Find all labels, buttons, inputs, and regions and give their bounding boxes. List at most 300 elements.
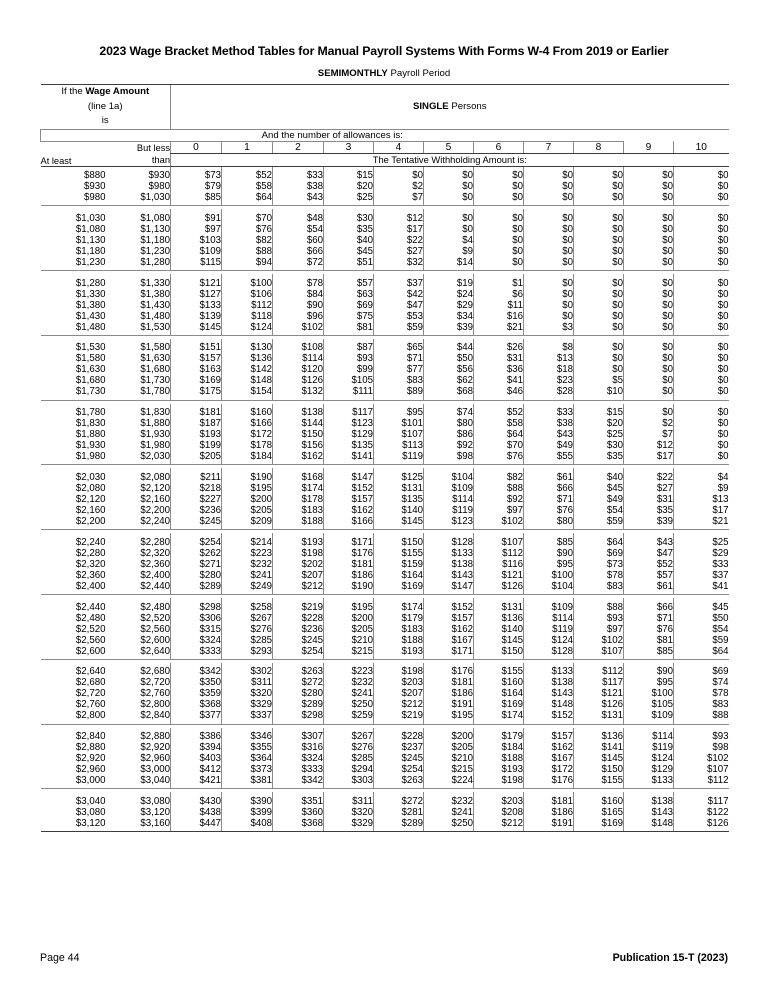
cell-but-less-than: $2,400: [140, 569, 170, 581]
cell-withholding-0: $109: [171, 246, 222, 257]
cell-withholding-6: $140: [474, 624, 524, 635]
cell-withholding-2: $43: [273, 192, 324, 206]
cell-but-less-than: $1,280: [106, 257, 171, 271]
cell-at-least: $2,880: [75, 742, 106, 754]
cell-withholding-2: $60: [273, 235, 324, 246]
cell-at-least: $1,780: [75, 407, 106, 419]
cell-but-less-than: $930: [148, 170, 170, 182]
cell-withholding-4: $203: [374, 677, 424, 688]
cell-withholding-9: $0: [624, 181, 674, 192]
cell-withholding-10: $0: [674, 300, 729, 311]
cell-withholding-10: $0: [674, 322, 729, 336]
cell-withholding-0: $121: [171, 274, 222, 289]
cell-but-less-than: $2,720: [140, 677, 170, 689]
cell-withholding-5: $167: [424, 635, 474, 646]
cell-withholding-2: $207: [273, 570, 324, 581]
cell-withholding-8: $0: [574, 166, 624, 181]
cell-withholding-9: $0: [624, 224, 674, 235]
cell-withholding-6: $174: [474, 710, 524, 724]
cell-withholding-10: $69: [674, 663, 729, 678]
cell-withholding-4: $71: [374, 353, 424, 364]
cell-but-less-than: $1,680: [140, 364, 170, 376]
cell-withholding-7: $71: [524, 494, 574, 505]
cell-withholding-5: $109: [424, 483, 474, 494]
cell-withholding-9: $39: [624, 516, 674, 530]
cell-withholding-2: $351: [273, 792, 324, 807]
cell-withholding-2: $360: [273, 807, 324, 818]
cell-withholding-2: $212: [273, 581, 324, 595]
cell-at-least: $930: [83, 181, 106, 193]
cell-withholding-9: $95: [624, 677, 674, 688]
cell-at-least: $1,230: [41, 257, 106, 271]
table-row: [41, 494, 729, 505]
cell-withholding-7: $119: [524, 624, 574, 635]
cell-withholding-3: $123: [324, 418, 374, 429]
cell-withholding-5: $123: [424, 516, 474, 530]
cell-withholding-0: $181: [171, 404, 222, 419]
cell-withholding-3: $276: [324, 742, 374, 753]
cell-withholding-0: $430: [171, 792, 222, 807]
cell-withholding-4: $289: [374, 818, 424, 832]
cell-withholding-0: $79: [171, 181, 222, 192]
cell-withholding-1: $329: [222, 699, 273, 710]
cell-withholding-5: $24: [424, 289, 474, 300]
cell-withholding-8: $165: [574, 807, 624, 818]
cell-withholding-2: $289: [273, 699, 324, 710]
cell-withholding-4: $159: [374, 559, 424, 570]
cell-withholding-0: $169: [171, 375, 222, 386]
cell-withholding-1: $52: [222, 166, 273, 181]
cell-withholding-7: $61: [524, 468, 574, 483]
cell-withholding-3: $135: [324, 440, 374, 451]
payroll-period-suffix: Payroll Period: [387, 68, 451, 79]
cell-withholding-9: $0: [624, 246, 674, 257]
cell-withholding-3: $320: [324, 807, 374, 818]
cell-withholding-4: $27: [374, 246, 424, 257]
cell-withholding-7: $172: [524, 764, 574, 775]
cell-withholding-9: $0: [624, 192, 674, 206]
cell-withholding-3: $250: [324, 699, 374, 710]
cell-withholding-7: $109: [524, 598, 574, 613]
cell-withholding-0: $115: [171, 257, 222, 271]
cell-at-least: $1,880: [75, 429, 106, 441]
cell-withholding-4: $125: [374, 468, 424, 483]
cell-withholding-7: $0: [524, 289, 574, 300]
table-row: [41, 663, 729, 678]
cell-withholding-6: $150: [474, 646, 524, 660]
cell-but-less-than: $2,880: [140, 731, 170, 743]
cell-withholding-1: $106: [222, 289, 273, 300]
cell-withholding-1: $148: [222, 375, 273, 386]
allowance-col-9: 9: [624, 141, 674, 154]
cell-withholding-7: $0: [524, 235, 574, 246]
cell-withholding-8: $45: [574, 483, 624, 494]
cell-withholding-9: $43: [624, 533, 674, 548]
cell-withholding-6: $76: [474, 451, 524, 465]
table-row: [41, 792, 729, 807]
cell-withholding-9: $61: [624, 581, 674, 595]
cell-withholding-6: $107: [474, 533, 524, 548]
cell-withholding-7: $114: [524, 613, 574, 624]
cell-withholding-10: $107: [674, 764, 729, 775]
cell-withholding-6: $164: [474, 688, 524, 699]
cell-withholding-2: $316: [273, 742, 324, 753]
cell-withholding-6: $21: [474, 322, 524, 336]
cell-withholding-4: $89: [374, 386, 424, 400]
cell-withholding-0: $91: [171, 209, 222, 224]
cell-withholding-9: $105: [624, 699, 674, 710]
cell-but-less-than: $1,430: [140, 299, 170, 311]
cell-withholding-0: $193: [171, 429, 222, 440]
cell-withholding-6: $58: [474, 418, 524, 429]
cell-withholding-6: $0: [474, 257, 524, 271]
cell-withholding-7: $55: [524, 451, 574, 465]
cell-withholding-9: $138: [624, 792, 674, 807]
cell-at-least: $2,120: [75, 494, 106, 505]
cell-withholding-2: $307: [273, 728, 324, 743]
cell-but-less-than: $2,030: [106, 451, 171, 465]
allowance-col-0: 0: [171, 141, 222, 154]
cell-withholding-6: $131: [474, 598, 524, 613]
but-less-than-header: [106, 141, 171, 154]
cell-withholding-3: $117: [324, 404, 374, 419]
cell-but-less-than: $1,380: [140, 288, 170, 300]
cell-withholding-10: $0: [674, 311, 729, 322]
cell-at-least: $2,200: [41, 516, 106, 530]
cell-withholding-1: $408: [222, 818, 273, 832]
cell-withholding-9: $31: [624, 494, 674, 505]
cell-withholding-8: $160: [574, 792, 624, 807]
cell-withholding-0: $412: [171, 764, 222, 775]
cell-withholding-9: $0: [624, 375, 674, 386]
cell-withholding-3: $129: [324, 429, 374, 440]
cell-withholding-2: $168: [273, 468, 324, 483]
cell-withholding-3: $157: [324, 494, 374, 505]
cell-withholding-1: $124: [222, 322, 273, 336]
table-row: [41, 646, 729, 660]
cell-withholding-8: $54: [574, 505, 624, 516]
cell-withholding-8: $49: [574, 494, 624, 505]
cell-withholding-7: $80: [524, 516, 574, 530]
cell-withholding-5: $9: [424, 246, 474, 257]
cell-withholding-6: $160: [474, 677, 524, 688]
cell-withholding-3: $186: [324, 570, 374, 581]
persons-label: Persons: [448, 101, 487, 113]
table-row: [41, 516, 729, 530]
cell-withholding-7: $8: [524, 339, 574, 354]
cell-withholding-8: $93: [574, 613, 624, 624]
cell-withholding-2: $254: [273, 646, 324, 660]
cell-withholding-1: $58: [222, 181, 273, 192]
cell-withholding-3: $63: [324, 289, 374, 300]
cell-at-least: $1,080: [75, 223, 106, 235]
cell-withholding-1: $130: [222, 339, 273, 354]
cell-withholding-3: $190: [324, 581, 374, 595]
cell-but-less-than: $3,000: [140, 764, 170, 776]
cell-withholding-7: $148: [524, 699, 574, 710]
cell-withholding-3: $241: [324, 688, 374, 699]
cell-withholding-0: $163: [171, 364, 222, 375]
cell-withholding-8: $150: [574, 764, 624, 775]
cell-withholding-3: $152: [324, 483, 374, 494]
cell-withholding-7: $43: [524, 429, 574, 440]
cell-withholding-0: $333: [171, 646, 222, 660]
cell-withholding-1: $276: [222, 624, 273, 635]
cell-withholding-6: $0: [474, 209, 524, 224]
cell-withholding-1: $232: [222, 559, 273, 570]
cell-but-less-than: $2,600: [140, 634, 170, 646]
cell-withholding-6: $169: [474, 699, 524, 710]
cell-withholding-1: $82: [222, 235, 273, 246]
cell-but-less-than: $2,360: [140, 558, 170, 570]
table-row: [41, 418, 729, 429]
cell-withholding-8: $107: [574, 646, 624, 660]
cell-withholding-7: $0: [524, 257, 574, 271]
cell-withholding-10: $0: [674, 451, 729, 465]
cell-withholding-3: $267: [324, 728, 374, 743]
cell-withholding-6: $145: [474, 635, 524, 646]
cell-withholding-3: $166: [324, 516, 374, 530]
cell-withholding-5: $74: [424, 404, 474, 419]
cell-at-least: $3,120: [41, 818, 106, 832]
cell-but-less-than: $1,630: [140, 353, 170, 365]
cell-withholding-5: $147: [424, 581, 474, 595]
cell-at-least: $1,330: [75, 288, 106, 300]
cell-withholding-9: $76: [624, 624, 674, 635]
cell-withholding-5: $80: [424, 418, 474, 429]
wage-amount-line3: is: [101, 115, 109, 126]
cell-withholding-0: $157: [171, 353, 222, 364]
cell-withholding-3: $215: [324, 646, 374, 660]
wage-amount-prefix: If the: [61, 86, 86, 97]
table-row: [41, 339, 729, 354]
table-row: [41, 624, 729, 635]
cell-withholding-8: $35: [574, 451, 624, 465]
cell-withholding-5: $44: [424, 339, 474, 354]
cell-withholding-9: $22: [624, 468, 674, 483]
cell-but-less-than: $2,480: [140, 601, 170, 613]
cell-withholding-9: $85: [624, 646, 674, 660]
cell-withholding-5: $29: [424, 300, 474, 311]
cell-withholding-6: $102: [474, 516, 524, 530]
cell-withholding-3: $30: [324, 209, 374, 224]
cell-withholding-7: $162: [524, 742, 574, 753]
cell-withholding-4: $101: [374, 418, 424, 429]
cell-withholding-6: $193: [474, 764, 524, 775]
cell-at-least: $2,440: [75, 601, 106, 613]
cell-withholding-5: $181: [424, 677, 474, 688]
cell-withholding-6: $0: [474, 181, 524, 192]
cell-withholding-5: $0: [424, 181, 474, 192]
cell-withholding-4: $207: [374, 688, 424, 699]
allowance-col-6: 6: [474, 141, 524, 154]
cell-but-less-than: $1,230: [140, 245, 170, 257]
cell-withholding-10: $4: [674, 468, 729, 483]
cell-withholding-8: $0: [574, 300, 624, 311]
cell-withholding-1: $166: [222, 418, 273, 429]
cell-withholding-2: $54: [273, 224, 324, 235]
cell-withholding-1: $94: [222, 257, 273, 271]
cell-withholding-8: $0: [574, 322, 624, 336]
cell-withholding-0: $447: [171, 818, 222, 832]
cell-withholding-10: $102: [674, 753, 729, 764]
cell-withholding-10: $0: [674, 440, 729, 451]
cell-withholding-10: $25: [674, 533, 729, 548]
cell-but-less-than: $3,080: [140, 795, 170, 807]
cell-withholding-0: $133: [171, 300, 222, 311]
cell-withholding-9: $143: [624, 807, 674, 818]
cell-withholding-0: $97: [171, 224, 222, 235]
cell-at-least: $3,080: [75, 806, 106, 818]
tentative-amount-header: The Tentative Withholding Amount is:: [171, 154, 729, 167]
cell-but-less-than: $2,760: [140, 688, 170, 700]
cell-withholding-8: $155: [574, 775, 624, 789]
table-row: [41, 775, 729, 789]
cell-withholding-6: $0: [474, 166, 524, 181]
cell-withholding-4: $174: [374, 598, 424, 613]
cell-withholding-7: $66: [524, 483, 574, 494]
cell-withholding-9: $0: [624, 404, 674, 419]
cell-withholding-3: $111: [324, 386, 374, 400]
cell-withholding-1: $399: [222, 807, 273, 818]
cell-withholding-9: $0: [624, 322, 674, 336]
header-row-titles: [41, 85, 729, 130]
table-row: [41, 533, 729, 548]
cell-withholding-8: $0: [574, 339, 624, 354]
cell-withholding-4: $150: [374, 533, 424, 548]
cell-withholding-5: $250: [424, 818, 474, 832]
cell-withholding-10: $0: [674, 375, 729, 386]
cell-withholding-2: $102: [273, 322, 324, 336]
cell-withholding-1: $381: [222, 775, 273, 789]
cell-withholding-8: $69: [574, 548, 624, 559]
cell-withholding-9: $0: [624, 386, 674, 400]
cell-withholding-8: $0: [574, 181, 624, 192]
table-row: [41, 635, 729, 646]
cell-at-least: $880: [83, 170, 106, 182]
cell-but-less-than: $2,200: [140, 505, 170, 516]
cell-withholding-5: $138: [424, 559, 474, 570]
cell-but-less-than: $1,330: [140, 277, 170, 289]
cell-withholding-8: $0: [574, 289, 624, 300]
cell-withholding-7: $23: [524, 375, 574, 386]
cell-withholding-6: $155: [474, 663, 524, 678]
cell-withholding-2: $236: [273, 624, 324, 635]
cell-withholding-1: $311: [222, 677, 273, 688]
cell-withholding-8: $0: [574, 224, 624, 235]
cell-withholding-10: $0: [674, 339, 729, 354]
cell-withholding-5: $232: [424, 792, 474, 807]
cell-withholding-6: $208: [474, 807, 524, 818]
cell-withholding-5: $104: [424, 468, 474, 483]
cell-withholding-4: $77: [374, 364, 424, 375]
cell-withholding-5: $62: [424, 375, 474, 386]
cell-withholding-0: $151: [171, 339, 222, 354]
cell-withholding-10: $78: [674, 688, 729, 699]
cell-withholding-2: $90: [273, 300, 324, 311]
cell-withholding-0: $359: [171, 688, 222, 699]
cell-but-less-than: $2,280: [140, 536, 170, 548]
cell-withholding-4: $42: [374, 289, 424, 300]
cell-at-least: $2,240: [75, 536, 106, 548]
cell-withholding-6: $31: [474, 353, 524, 364]
cell-withholding-7: $181: [524, 792, 574, 807]
cell-withholding-4: $145: [374, 516, 424, 530]
cell-withholding-9: $47: [624, 548, 674, 559]
cell-withholding-0: $421: [171, 775, 222, 789]
table-row: [41, 581, 729, 595]
cell-at-least: $2,400: [41, 581, 106, 595]
cell-withholding-1: $118: [222, 311, 273, 322]
cell-withholding-0: $342: [171, 663, 222, 678]
cell-withholding-2: $48: [273, 209, 324, 224]
cell-withholding-8: $64: [574, 533, 624, 548]
cell-withholding-10: $0: [674, 192, 729, 206]
cell-withholding-1: $195: [222, 483, 273, 494]
cell-withholding-0: $350: [171, 677, 222, 688]
cell-withholding-8: $10: [574, 386, 624, 400]
cell-withholding-8: $0: [574, 353, 624, 364]
cell-withholding-3: $75: [324, 311, 374, 322]
cell-withholding-2: $33: [273, 166, 324, 181]
cell-withholding-5: $162: [424, 624, 474, 635]
cell-withholding-4: $245: [374, 753, 424, 764]
table-row: [41, 386, 729, 400]
cell-at-least: $3,000: [41, 775, 106, 789]
cell-but-less-than: $2,680: [140, 666, 170, 678]
cell-withholding-3: $176: [324, 548, 374, 559]
cell-withholding-8: $78: [574, 570, 624, 581]
cell-but-less-than: $1,730: [140, 375, 170, 387]
cell-withholding-0: $368: [171, 699, 222, 710]
cell-withholding-5: $50: [424, 353, 474, 364]
cell-withholding-8: $20: [574, 418, 624, 429]
cell-withholding-4: $198: [374, 663, 424, 678]
table-row: [41, 818, 729, 832]
cell-withholding-5: $224: [424, 775, 474, 789]
allowance-col-4: 4: [374, 141, 424, 154]
table-row: [41, 807, 729, 818]
cell-withholding-8: $0: [574, 364, 624, 375]
cell-withholding-2: $108: [273, 339, 324, 354]
allowance-col-8: 8: [574, 141, 624, 154]
cell-withholding-2: $183: [273, 505, 324, 516]
cell-withholding-9: $12: [624, 440, 674, 451]
cell-withholding-6: $136: [474, 613, 524, 624]
table-row: [41, 300, 729, 311]
cell-withholding-0: $289: [171, 581, 222, 595]
cell-withholding-10: $21: [674, 516, 729, 530]
cell-withholding-0: $187: [171, 418, 222, 429]
cell-but-less-than: $1,080: [140, 212, 170, 224]
table-row: [41, 192, 729, 206]
cell-withholding-3: $223: [324, 663, 374, 678]
cell-withholding-0: $386: [171, 728, 222, 743]
cell-withholding-5: $133: [424, 548, 474, 559]
cell-at-least: $2,360: [75, 569, 106, 581]
cell-withholding-3: $99: [324, 364, 374, 375]
single-persons-header: [171, 85, 729, 130]
header-row-tentative: [41, 154, 729, 167]
cell-withholding-6: $0: [474, 235, 524, 246]
cell-withholding-10: $41: [674, 581, 729, 595]
cell-withholding-6: $92: [474, 494, 524, 505]
cell-withholding-4: $32: [374, 257, 424, 271]
cell-withholding-2: $162: [273, 451, 324, 465]
cell-withholding-10: $0: [674, 274, 729, 289]
cell-withholding-10: $98: [674, 742, 729, 753]
cell-withholding-6: $97: [474, 505, 524, 516]
